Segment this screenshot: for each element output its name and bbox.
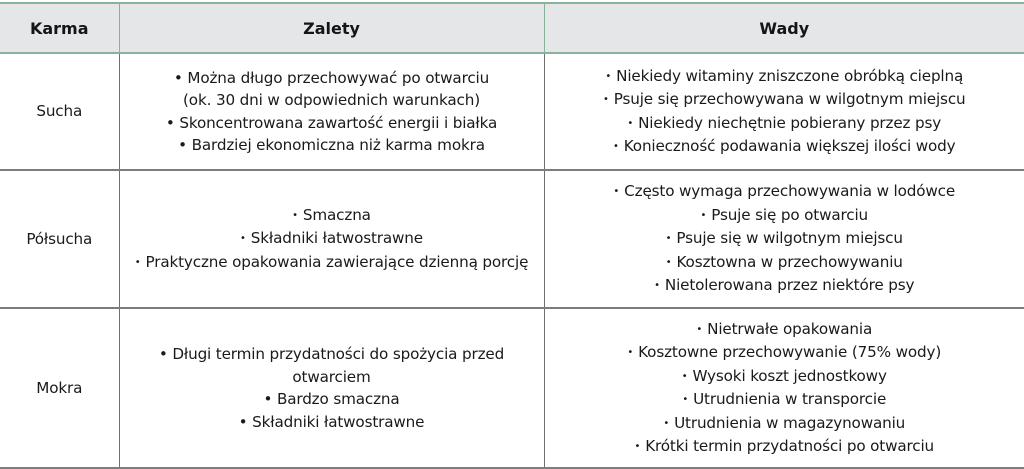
bullet-icon: •: [665, 256, 672, 268]
bullet-icon: •: [682, 394, 689, 405]
zalety-line: (ok. 30 dni w odpowiednich warunkach): [183, 91, 480, 109]
list-item: • Nietolerowana przez niektóre psy: [545, 274, 1024, 298]
zalety-list: [120, 204, 544, 275]
list-item: • Kosztowna w przechowywaniu: [545, 251, 1024, 275]
bullet-icon: •: [634, 441, 641, 452]
bullet-icon: •: [696, 323, 703, 335]
list-item: • Praktyczne opakowania zawierające dzienną porcję: [120, 251, 544, 275]
zalety-line: • Można długo przechowywać po otwarciu: [173, 68, 490, 87]
list-item: • Niekiedy witaminy zniszczone obróbką cieplną: [545, 65, 1024, 89]
zalety-line: otwarciem: [292, 367, 371, 386]
wady-list: [545, 65, 1024, 159]
list-item: • Kosztowne przechowywanie (75% wody): [545, 341, 1024, 365]
karma-label: Półsucha: [26, 229, 93, 248]
bullet-icon: •: [663, 417, 670, 429]
table-body: [0, 53, 1024, 468]
karma-cell: [0, 308, 119, 468]
bullet-icon: •: [627, 117, 634, 129]
zalety-cell: [119, 170, 544, 308]
list-item: • Często wymaga przechowywania w lodówce: [545, 180, 1024, 204]
bullet-icon: •: [681, 370, 688, 382]
bullet-icon: •: [240, 233, 246, 245]
zalety-cell: [119, 53, 544, 170]
list-item: • Smaczna: [120, 204, 544, 228]
header-row: [0, 3, 1024, 53]
zalety-cell: [119, 308, 544, 468]
wady-list: [545, 318, 1024, 459]
wady-cell: [544, 53, 1024, 170]
bullet-icon: •: [603, 94, 609, 105]
list-item: • Psuje się po otwarciu: [545, 204, 1024, 228]
zalety-line: • Skoncentrowana zawartość energii i białka: [165, 113, 498, 132]
list-item: • Nietrwałe opakowania: [545, 318, 1024, 342]
karma-cell: [0, 53, 119, 170]
table-row-sucha: [0, 53, 1024, 170]
list-item: • Utrudnienia w transporcie: [545, 388, 1024, 412]
dog-food-comparison-table: [0, 2, 1024, 469]
zalety-line: • Bardziej ekonomiczna niż karma mokra: [178, 136, 485, 154]
list-item: • Utrudnienia w magazynowaniu: [545, 412, 1024, 436]
list-item: • Składniki łatwostrawne: [120, 227, 544, 251]
table-header: [0, 3, 1024, 53]
header-karma: Karma: [0, 3, 119, 53]
karma-label: Mokra: [36, 378, 83, 397]
bullet-icon: •: [605, 70, 612, 82]
karma-cell: [0, 170, 119, 308]
wady-cell: [544, 170, 1024, 308]
zalety-line: • Długi termin przydatności do spożycia przed: [158, 345, 505, 363]
zalety-line: • Składniki łatwostrawne: [238, 412, 425, 431]
bullet-icon: •: [134, 256, 141, 268]
list-item: • Krótki termin przydatności po otwarciu: [545, 435, 1024, 459]
bullet-icon: •: [627, 347, 634, 358]
wady-list: [545, 180, 1024, 298]
wady-cell: [544, 308, 1024, 468]
bullet-icon: •: [613, 141, 619, 152]
list-item: • Konieczność podawania większej ilości wody: [545, 135, 1024, 159]
bullet-icon: •: [665, 233, 672, 245]
header-zalety: Zalety: [119, 3, 544, 53]
table-row-polsucha: [0, 170, 1024, 308]
table-row-mokra: [0, 308, 1024, 468]
list-item: • Psuje się w wilgotnym miejscu: [545, 227, 1024, 251]
zalety-line: • Bardzo smaczna: [263, 390, 400, 408]
header-wady: Wady: [544, 3, 1024, 53]
list-item: • Wysoki koszt jednostkowy: [545, 365, 1024, 389]
karma-label: Sucha: [36, 102, 83, 121]
bullet-icon: •: [613, 186, 620, 198]
bullet-icon: •: [654, 280, 660, 292]
bullet-icon: •: [292, 209, 298, 221]
bullet-icon: •: [700, 209, 707, 221]
list-item: • Psuje się przechowywana w wilgotnym miejscu: [545, 88, 1024, 112]
list-item: • Niekiedy niechętnie pobierany przez psy: [545, 112, 1024, 136]
